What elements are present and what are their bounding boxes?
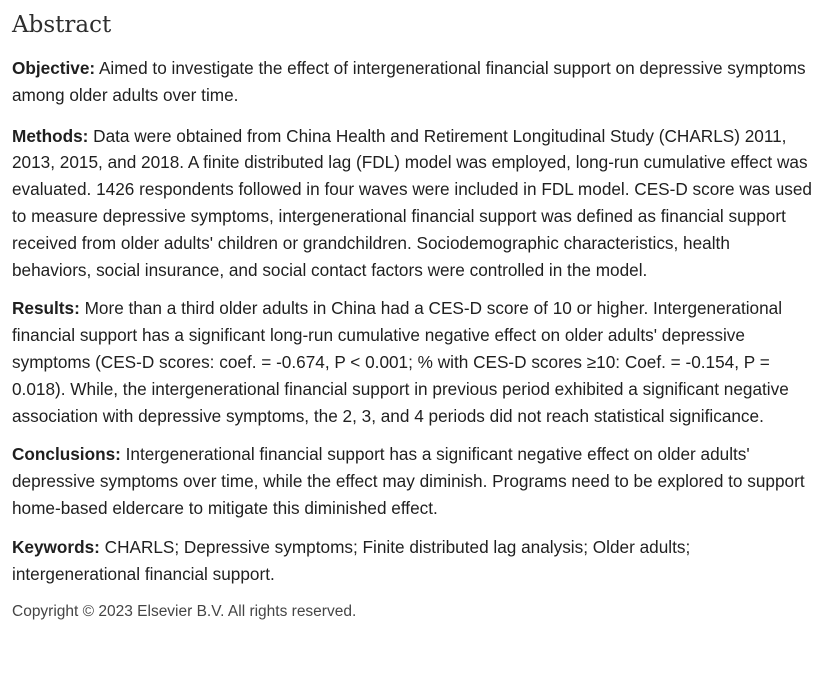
methods-paragraph xyxy=(12,123,812,284)
objective-text: Aimed to investigate the effect of intergenerational financial support on depressive symptoms among older adults over time. xyxy=(12,58,806,105)
conclusions-paragraph xyxy=(12,441,812,521)
keywords-text: CHARLS; Depressive symptoms; Finite distributed lag analysis; Older adults; intergenerational financial support. xyxy=(12,536,691,584)
abstract-container xyxy=(12,0,812,623)
keywords-label: Keywords: xyxy=(12,536,100,557)
results-paragraph xyxy=(12,295,812,429)
abstract-heading: Abstract xyxy=(12,12,112,38)
methods-text: Data were obtained from China Health and Retirement Longitudinal Study (CHARLS) 2011, 2013, 2015, and 2018. A finite distributed lag (FDL) model was employed, long-run cumulative effect was evaluated. 1426 respondents followed in four waves were included in FDL model. CES-D score was used to measure depressive symptoms, intergenerational financial support was defined as financial support received from older adults' children or grandchildren. Sociodemographic characteristics, health behaviors, social insurance, and social contact factors were controlled in the model. xyxy=(12,125,812,280)
keywords-paragraph xyxy=(12,534,812,588)
conclusions-text: Intergenerational financial support has a significant negative effect on older adults' depressive symptoms over time, while the effect may diminish. Programs need to be explored to support home-based eldercare to mitigate this diminished effect. xyxy=(12,444,805,518)
results-text: More than a third older adults in China had a CES-D score of 10 or higher. Intergenerational financial support has a significant long-run cumulative negative effect on older adults' depressive symptoms (CES-D scores: coef. = -0.674, P < 0.001; % with CES-D scores ≥10: Coef. = -0.154, P = 0.018). While, the intergenerational financial support in previous period exhibited a significant negative association with depressive symptoms, the 2, 3, and 4 periods did not reach statistical significance. xyxy=(12,298,789,426)
methods-label: Methods: xyxy=(12,125,89,146)
objective-paragraph xyxy=(12,55,812,109)
objective-label: Objective: xyxy=(12,58,96,78)
conclusions-label: Conclusions: xyxy=(12,444,121,465)
results-label: Results: xyxy=(12,298,80,319)
copyright-notice: Copyright © 2023 Elsevier B.V. All rights reserved. xyxy=(12,603,357,621)
